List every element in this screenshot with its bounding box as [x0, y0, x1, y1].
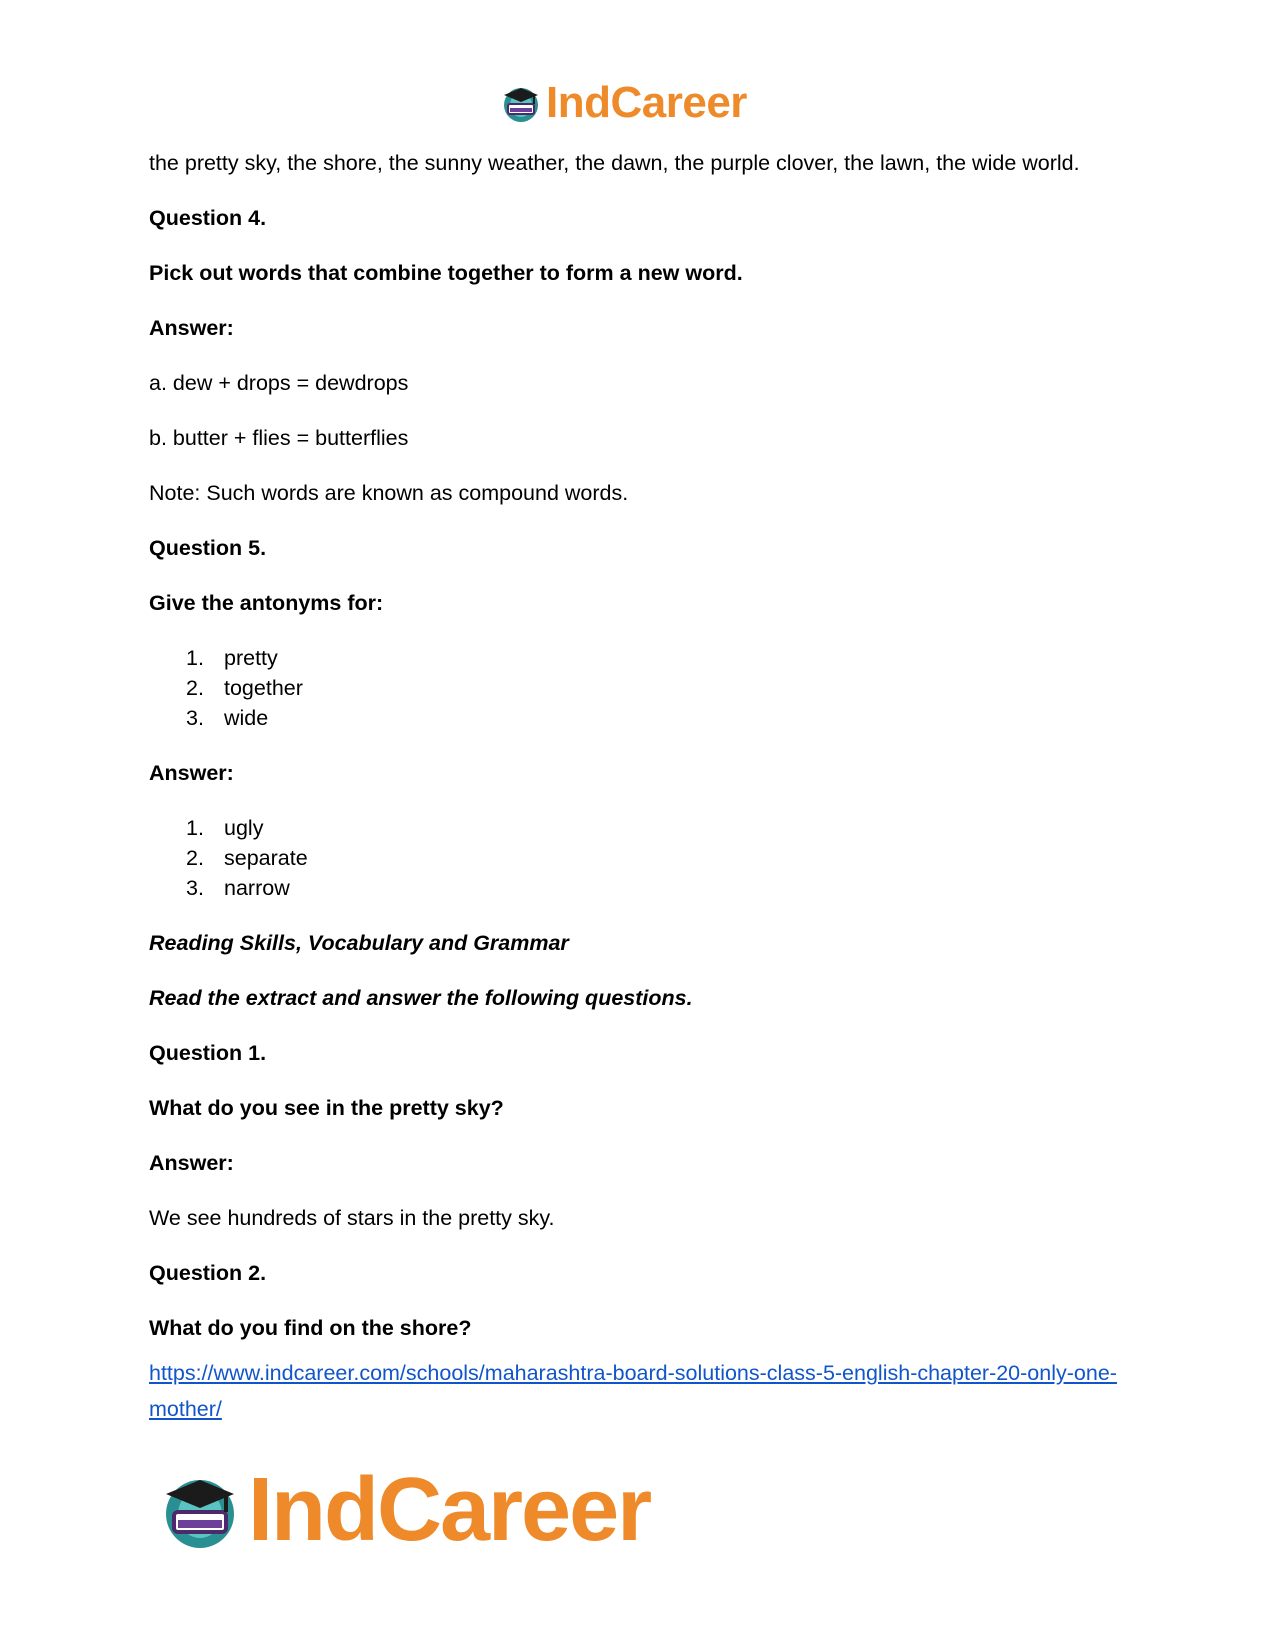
brand-logo-text: IndCareer: [248, 1459, 651, 1560]
question-5-label: Question 5.: [149, 536, 267, 560]
list-item: 1. ugly: [186, 816, 264, 840]
graduation-cap-icon: [158, 1468, 242, 1552]
question-4-label: Question 4.: [149, 206, 267, 230]
document-body: [149, 148, 1129, 1427]
header-logo: [500, 78, 747, 128]
source-link[interactable]: https://www.indcareer.com/schools/maharashtra-board-solutions-class-5-english-chapter-20-only-one-mother/: [149, 1361, 1117, 1421]
reading-question-1-answer: We see hundreds of stars in the pretty sky.: [149, 1206, 555, 1230]
list-item: 3. narrow: [186, 876, 290, 900]
footer-logo: [158, 1459, 651, 1560]
reading-question-2-label: Question 2.: [149, 1261, 267, 1285]
question-4-answer-b: b. butter + flies = butterflies: [149, 426, 409, 450]
brand-logo-text: IndCareer: [546, 78, 747, 127]
section-title: Reading Skills, Vocabulary and Grammar: [149, 931, 569, 955]
question-5-answer-label: Answer:: [149, 761, 234, 785]
reading-question-1-text: What do you see in the pretty sky?: [149, 1096, 504, 1120]
intro-paragraph: the pretty sky, the shore, the sunny weather, the dawn, the purple clover, the lawn, the wide world.: [149, 151, 1080, 175]
question-4-note: Note: Such words are known as compound words.: [149, 481, 629, 505]
list-item: 3. wide: [186, 706, 269, 730]
section-instruction: Read the extract and answer the following questions.: [149, 986, 693, 1010]
list-item: 1. pretty: [186, 646, 278, 670]
list-item: 2. together: [186, 676, 303, 700]
question-4-answer-a: a. dew + drops = dewdrops: [149, 371, 409, 395]
question-4-text: Pick out words that combine together to form a new word.: [149, 261, 743, 285]
question-5-text: Give the antonyms for:: [149, 591, 384, 615]
question-5-answer-list: [149, 813, 1129, 903]
question-5-list: [149, 643, 1129, 733]
list-item: 2. separate: [186, 846, 308, 870]
reading-question-1-label: Question 1.: [149, 1041, 267, 1065]
question-4-answer-label: Answer:: [149, 316, 234, 340]
reading-question-2-text: What do you find on the shore?: [149, 1316, 472, 1340]
graduation-cap-icon: [500, 82, 542, 124]
reading-question-1-answer-label: Answer:: [149, 1151, 234, 1175]
